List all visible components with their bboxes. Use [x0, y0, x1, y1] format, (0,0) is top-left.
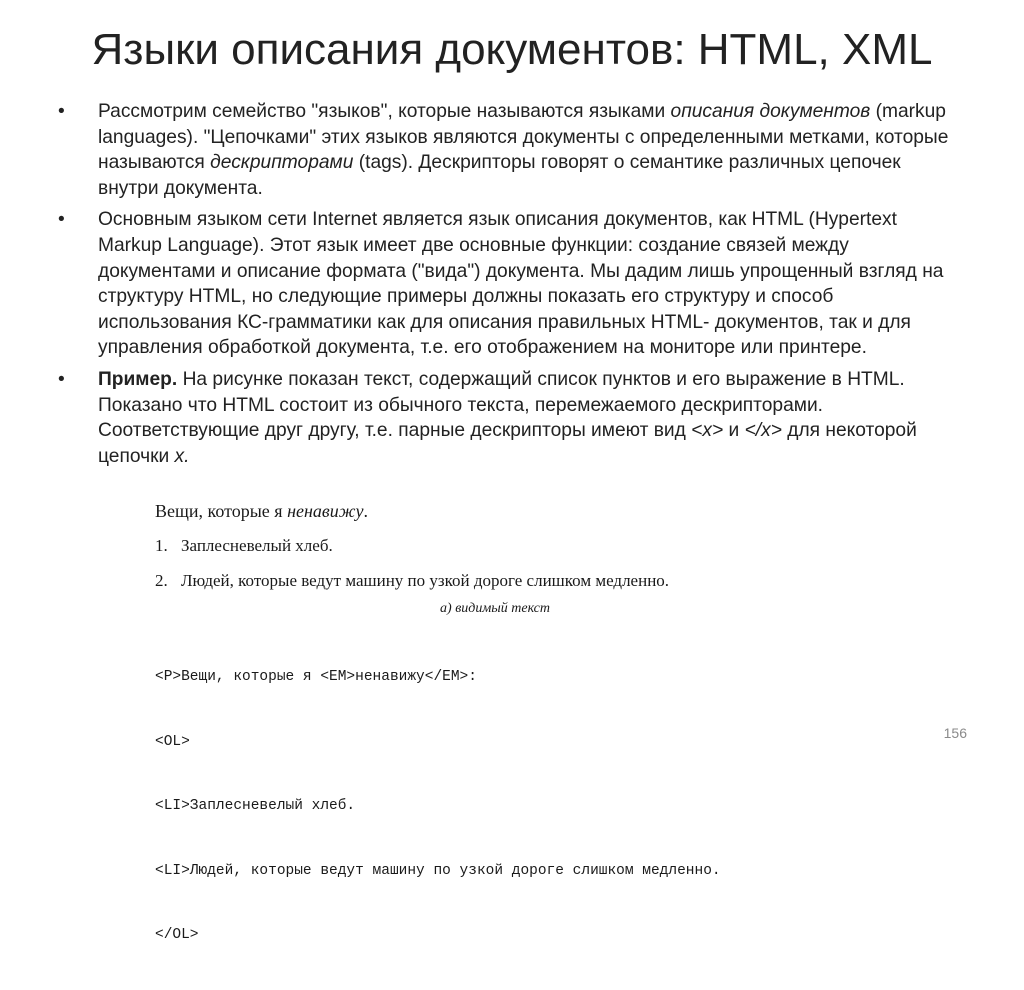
figure-heading-text: Вещи, которые я [155, 501, 288, 521]
bullet-list [58, 99, 958, 475]
bullet-text-segment: для некоторой цепочки [98, 420, 917, 467]
figure-ordered-list [155, 536, 875, 591]
bullet-text-segment: На рисунке показан текст, содержащий список пунктов и его выражение в HTML. Показано что HTML состоит из обычного текста, перемежаемого дескрипторами. Соответствующие друг другу, т.е. парные дескрипторы имеют вид [98, 368, 905, 442]
slide-title: Языки описания документов: HTML, XML [91, 25, 933, 74]
bullet-marker: • [58, 209, 65, 231]
figure-list-item [155, 536, 875, 556]
figure-list-text: Заплесневелый хлеб. [181, 536, 333, 555]
bullet-text-italic: <x> [691, 420, 724, 442]
bullet-text-bold: Пример. [98, 368, 178, 390]
page-number: 156 [943, 725, 967, 741]
code-line: <LI>Людей, которые ведут машину по узкой дороге слишком медленно. [155, 862, 721, 879]
html-code-block [155, 624, 875, 990]
figure-heading [155, 500, 875, 522]
bullet-item [58, 367, 958, 469]
bullet-text-italic: x. [174, 445, 190, 467]
bullet-text-segment: (tags). Дескрипторы говорят о семантике различных цепочек внутри документа. [98, 152, 901, 199]
bullet-text-segment: и [723, 420, 745, 442]
bullet-marker: • [58, 101, 65, 122]
code-line: <P>Вещи, которые я <EM>ненавижу</EM>: [155, 669, 477, 685]
code-line: <LI>Заплесневелый хлеб. [155, 798, 356, 814]
figure-list-number: 1. [155, 536, 168, 555]
figure-list-text: Людей, которые ведут машину по узкой дороге слишком медленно. [181, 571, 670, 590]
code-line: <OL> [155, 733, 190, 750]
bullet-item [58, 207, 958, 361]
figure-heading-end: . [363, 501, 368, 521]
bullet-marker: • [58, 368, 65, 390]
code-line: </OL> [155, 927, 199, 943]
figure-caption: а) видимый текст [440, 601, 550, 616]
bullet-text-italic: описания документов [670, 101, 871, 122]
bullet-text-segment: (markup languages). "Цепочками" этих языков являются документы с определенными метками, которые называются [98, 101, 949, 174]
bullet-text-italic: дескрипторами [210, 152, 354, 174]
figure-list-item [155, 571, 875, 591]
bullet-text-italic: </x> [744, 420, 782, 442]
html-example-figure [155, 500, 875, 990]
figure-list-number: 2. [155, 571, 168, 590]
bullet-item [58, 99, 958, 201]
bullet-text-segment: Основным языком сети Internet является язык описания документов, как HTML (Hypertext Markup Language). Этот язык имеет две основные функции: создание связей между документами и описание формата ("вида") документа. Мы дадим лишь упрощенный взгляд на структуру HTML, но следующие примеры должны показать его структуру и способ использования КС-грамматики как для описания правильных HTML- документов, так и для управления обработкой документа, т.е. его отображением на мониторе или принтере. [98, 209, 944, 359]
bullet-text-segment: Рассмотрим семейство "языков", которые называются языками [98, 101, 671, 122]
figure-heading-italic: ненавижу [287, 501, 364, 521]
